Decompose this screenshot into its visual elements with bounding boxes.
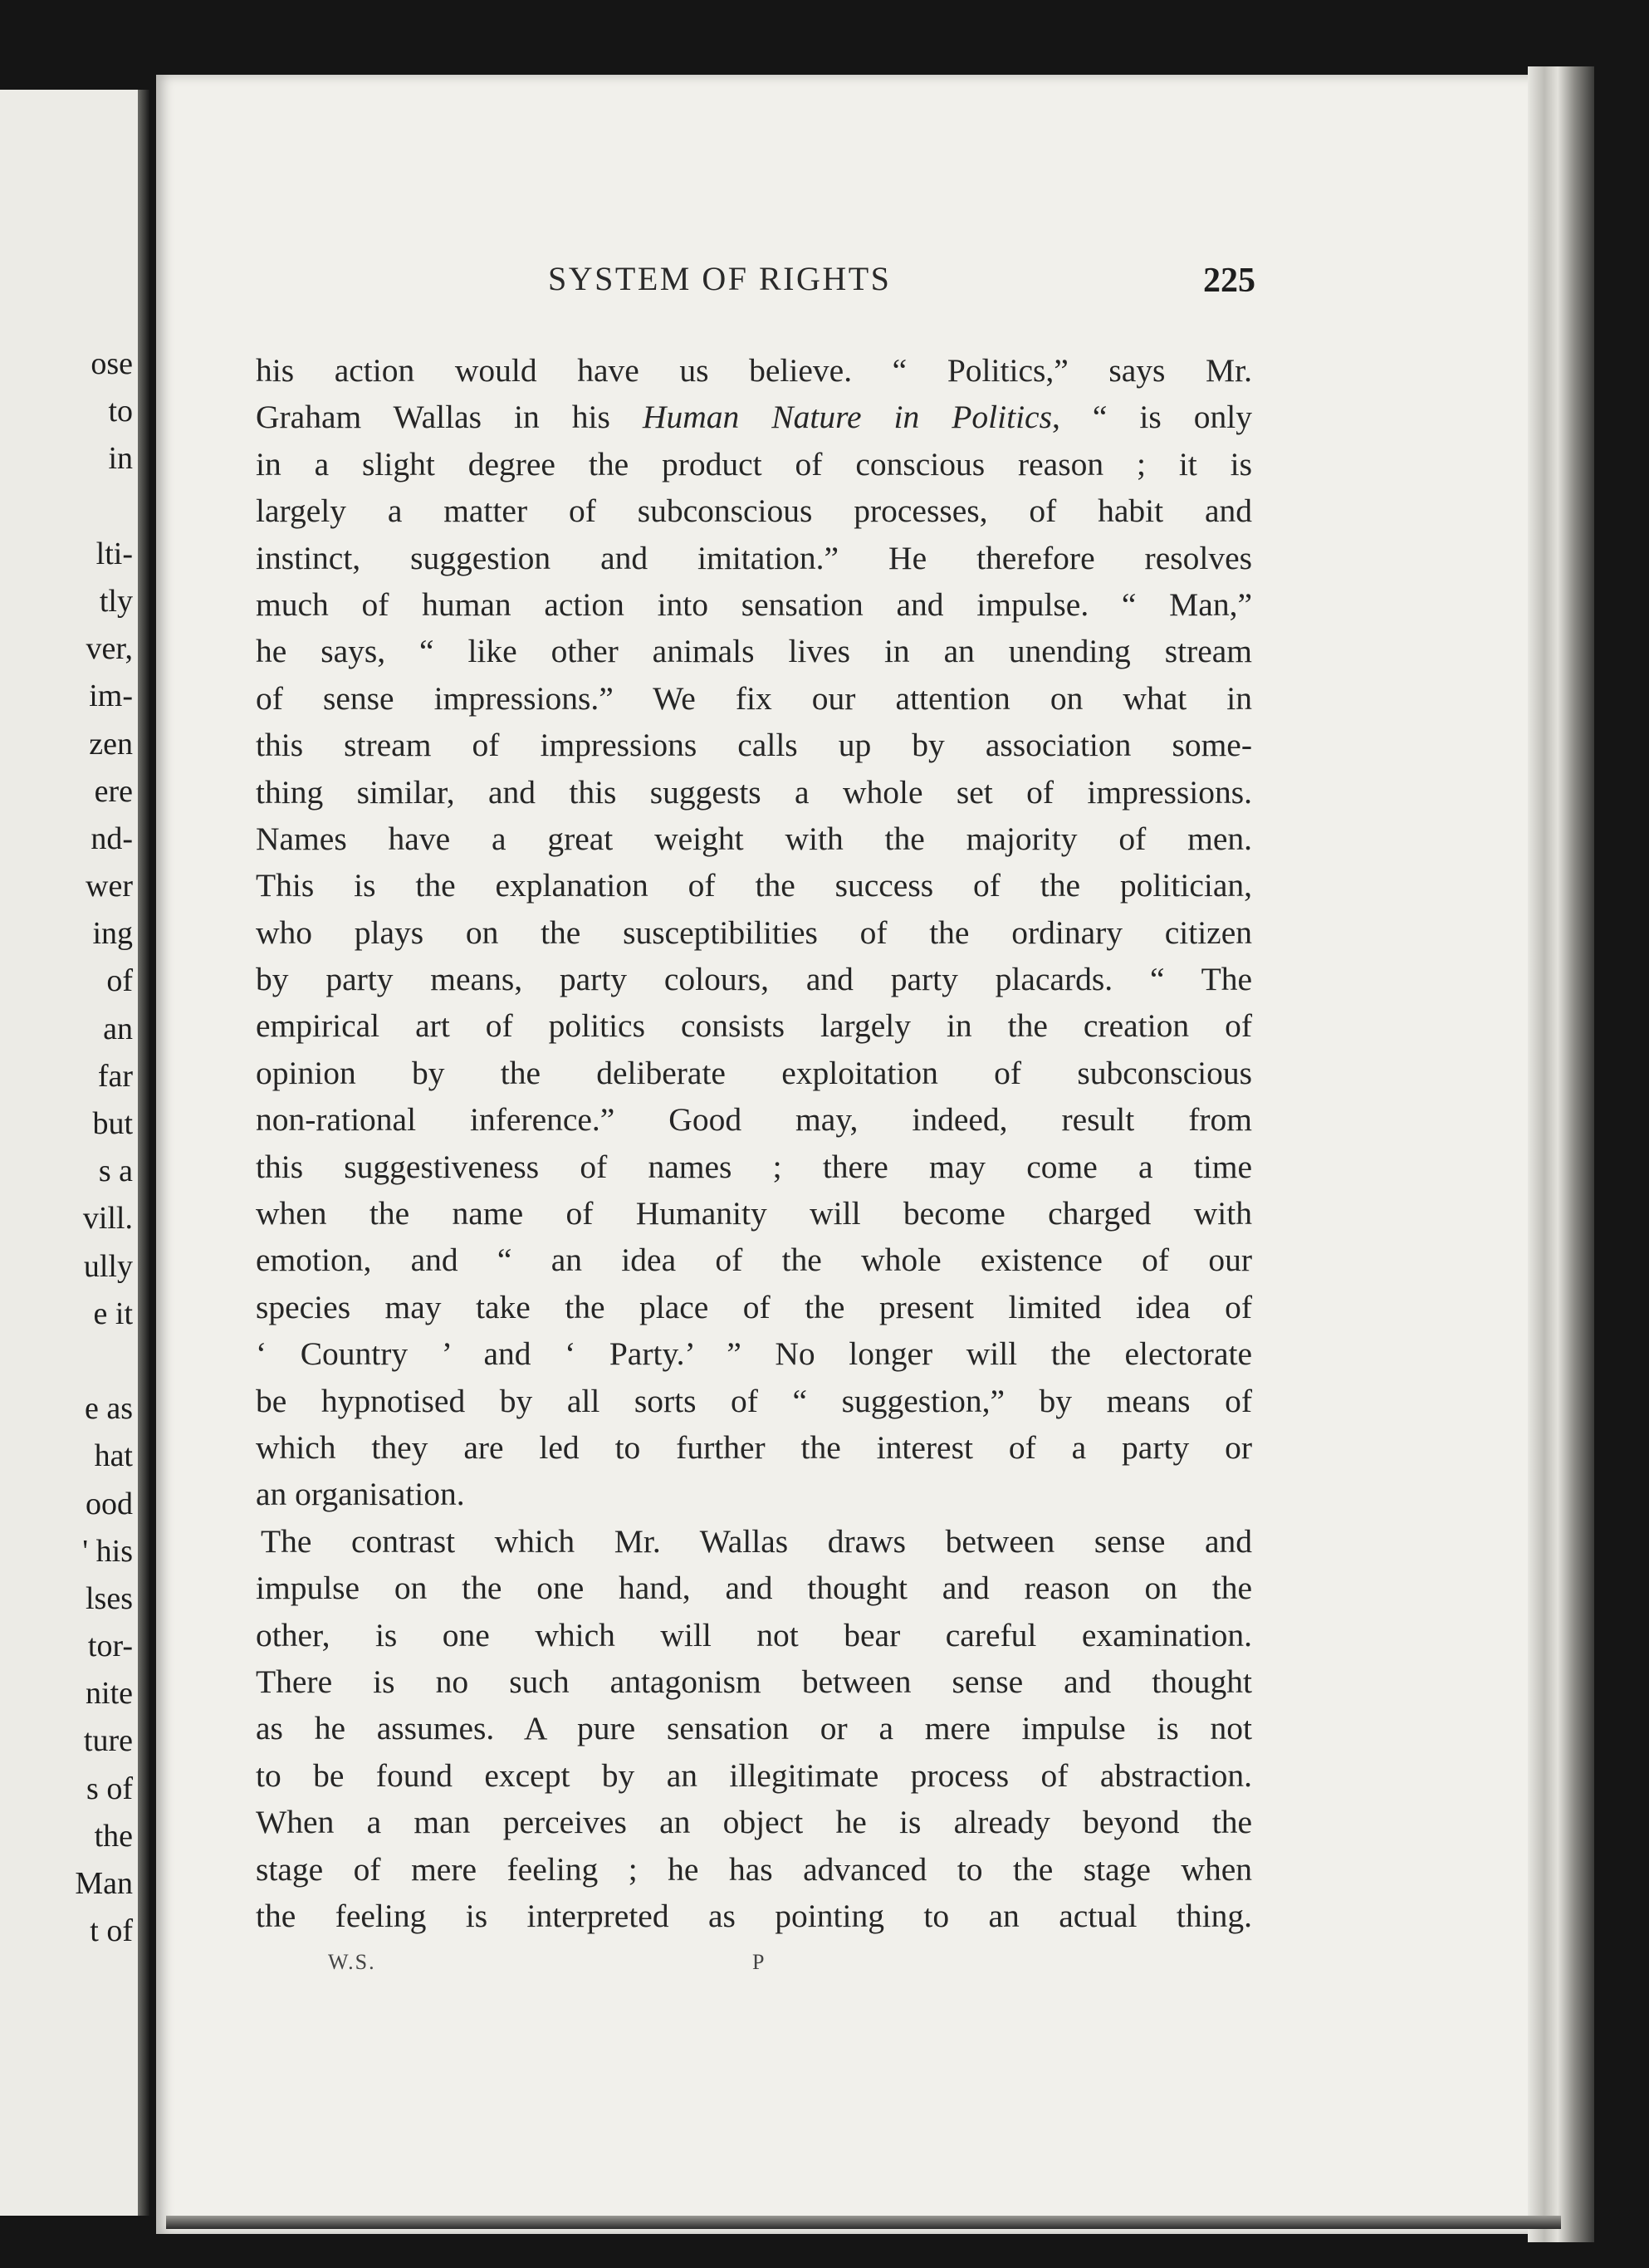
text-line: species may take the place of the present limited idea of <box>256 1288 1252 1325</box>
text-line: empirical art of politics consists largely in the creation of <box>256 1007 1252 1045</box>
page-bottom-edge <box>166 2216 1561 2229</box>
text-line: by party means, party colours, and party placards. “ The <box>256 961 1252 998</box>
left-page-line: an <box>103 1011 133 1046</box>
text-line: be hypnotised by all sorts of “ suggestion,” by means of <box>256 1382 1252 1419</box>
left-page-line: ood <box>86 1486 133 1521</box>
left-page-line: the <box>94 1818 133 1854</box>
left-page-text <box>75 340 133 1955</box>
left-page-line: lti- <box>95 536 133 571</box>
signature-mark: W.S. <box>328 1950 376 1974</box>
left-page-line: of <box>106 963 133 999</box>
body-text <box>256 347 1252 1939</box>
left-page-line: ing <box>92 916 133 952</box>
text-line: When a man perceives an object he is already beyond the <box>256 1804 1252 1841</box>
left-page-line: nite <box>86 1676 133 1712</box>
text-line: this suggestiveness of names ; there may come a time <box>256 1148 1252 1185</box>
left-page-line: in <box>108 441 133 477</box>
text-line: he says, “ like other animals lives in an unending stream <box>256 633 1252 670</box>
book-title: Human Nature in Politics <box>642 399 1052 436</box>
left-page-line <box>75 1338 133 1385</box>
text-line: There is no such antagonism between sense and thought <box>256 1663 1252 1700</box>
left-page-line: ture <box>83 1723 133 1759</box>
text-line: ‘ Country ’ and ‘ Party.’ ” No longer will the electorate <box>256 1335 1252 1373</box>
left-page-line: s a <box>98 1154 133 1189</box>
left-page-line: wer <box>86 869 133 904</box>
text-line: as he assumes. A pure sensation or a mere impulse is not <box>256 1710 1252 1747</box>
page-edge <box>1528 66 1594 2242</box>
left-page-line: im- <box>89 678 133 714</box>
left-page-line: ully <box>83 1248 133 1284</box>
left-page-line: Man <box>75 1866 133 1901</box>
text-line: instinct, suggestion and imitation.” He therefore resolves <box>256 539 1252 576</box>
text-line: his action would have us believe. “ Politics,” says Mr. <box>256 352 1252 389</box>
text-line: impulse on the one hand, and thought and reason on the <box>256 1570 1252 1607</box>
left-page-line: hat <box>94 1438 133 1474</box>
left-page-line: tor- <box>87 1629 133 1664</box>
text-line: non-rational inference.” Good may, indeed, result from <box>256 1101 1252 1139</box>
left-page-line: tly <box>99 583 133 619</box>
text-line: to be found except by an illegitimate process of abstraction. <box>256 1756 1252 1794</box>
text-line: This is the explanation of the success of the politician, <box>256 867 1252 904</box>
page-number: 225 <box>1203 262 1255 300</box>
left-page-line: lses <box>86 1580 133 1616</box>
text-line: the feeling is interpreted as pointing to an actual thing. <box>256 1897 1252 1934</box>
text-line: Names have a great weight with the majority of men. <box>256 820 1252 857</box>
left-page-line: ' his <box>82 1533 133 1569</box>
text-line: stage of mere feeling ; he has advanced to the stage when <box>256 1850 1252 1888</box>
text-line: other, is one which will not bear careful examination. <box>256 1616 1252 1653</box>
left-page-line: ere <box>94 773 133 809</box>
left-page-line: e it <box>93 1296 133 1331</box>
left-page-line: vill. <box>82 1201 133 1237</box>
left-page-line: ver, <box>86 631 133 667</box>
text-line: largely a matter of subconscious processes, of habit and <box>256 492 1252 530</box>
left-page <box>0 90 146 2216</box>
left-page-line: t of <box>90 1913 133 1949</box>
left-page-line: nd- <box>91 820 133 856</box>
left-page-line: s of <box>86 1771 133 1806</box>
text-line: who plays on the susceptibilities of the ordinary citizen <box>256 914 1252 951</box>
text-line: this stream of impressions calls up by association some- <box>256 727 1252 764</box>
text-line: in a slight degree the product of conscious reason ; it is <box>256 445 1252 483</box>
text-line: of sense impressions.” We fix our attention on what in <box>256 679 1252 717</box>
left-page-line: e as <box>84 1391 133 1427</box>
text-line: much of human action into sensation and impulse. “ Man,” <box>256 585 1252 623</box>
text-line: emotion, and “ an idea of the whole existence of our <box>256 1242 1252 1279</box>
left-page-line: to <box>108 394 133 429</box>
text-line: an organisation. <box>256 1476 465 1513</box>
text-line: The contrast which Mr. Wallas draws between sense and <box>261 1522 1252 1560</box>
left-page-line: ose <box>91 346 133 381</box>
left-page-line: zen <box>89 726 133 762</box>
text-line: which they are led to further the interest of a party or <box>256 1428 1252 1466</box>
signature-letter: P <box>752 1950 765 1974</box>
text-line: thing similar, and this suggests a whole set of impressions. <box>256 773 1252 811</box>
left-page-line: but <box>92 1106 133 1141</box>
text-line: when the name of Humanity will become charged with <box>256 1195 1252 1232</box>
running-head-title: SYSTEM OF RIGHTS <box>548 260 892 297</box>
text-line: Graham Wallas in his Human Nature in Politics, “ is only <box>256 399 1252 436</box>
left-page-line <box>75 483 133 531</box>
running-head <box>259 259 1255 309</box>
left-page-line: far <box>97 1058 133 1094</box>
text-line: opinion by the deliberate exploitation of subconscious <box>256 1054 1252 1091</box>
book-gutter <box>138 90 149 2216</box>
